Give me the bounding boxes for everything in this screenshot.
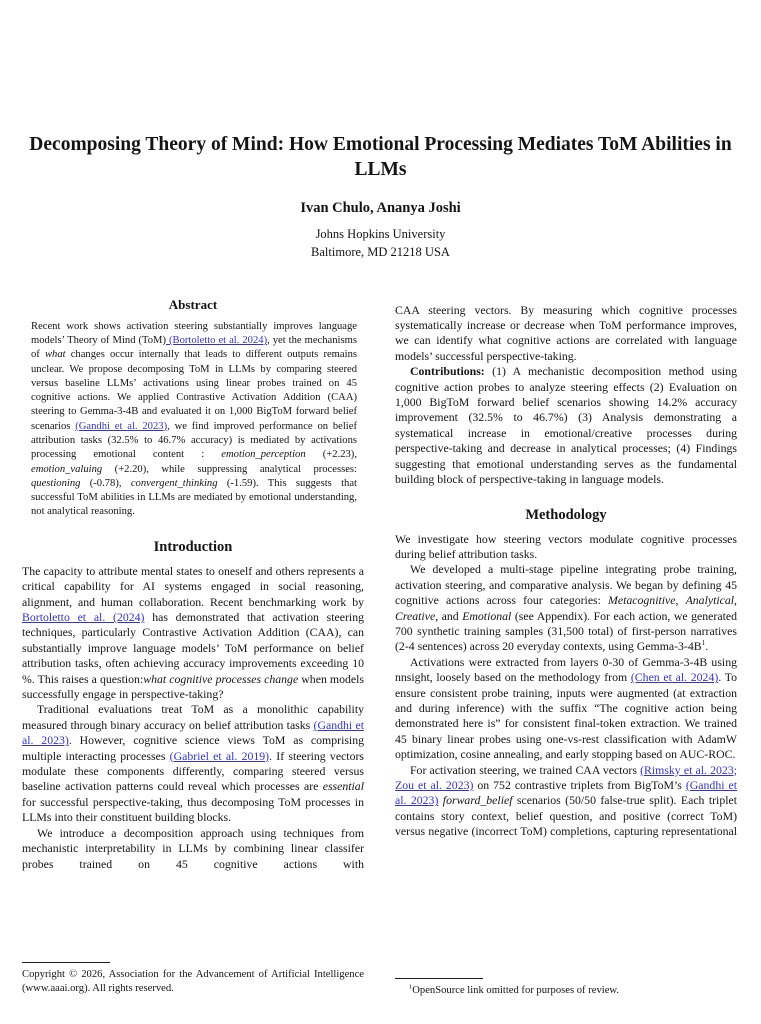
continuation-paragraph (395, 303, 737, 365)
intro-paragraph-3 (22, 826, 364, 872)
abstract-heading: Abstract (168, 296, 218, 312)
citation-link[interactable]: (Gabriel et al. 2019) (169, 748, 270, 763)
text-run: (+2.20), while suppressing analytical processes: (102, 463, 357, 475)
italic-run: Metacognitive (608, 593, 676, 608)
citation-link[interactable]: (Gandhi et al. 2023) (22, 717, 364, 748)
text-run: , (675, 593, 686, 608)
text-run: , and (435, 608, 463, 623)
italic-run: what (44, 349, 66, 361)
contributions-paragraph (395, 364, 737, 487)
italic-run: convergent_thinking (130, 477, 218, 489)
citation-link[interactable]: Bortoletto et al. (2024) (22, 610, 145, 624)
text-run: has demonstrated that activation steering techniques, particularly Contrastive Activation Addition (CAA), can substantially improve language models’ ToM performance on belief attribution tasks, often achieving accuracy improvements exceeding 10 %. This raises a question: (22, 610, 364, 686)
methodology-paragraph-4 (395, 763, 737, 840)
text-run: We introduce a decomposition approach using techniques from mechanistic interpretability in LLMs by combining linear classifer probes trained on 45 cognitive actions with (22, 825, 364, 871)
text-run: when models successfully engage in perspective-taking? (22, 671, 365, 702)
intro-paragraph-2 (22, 702, 364, 825)
intro-paragraph-1 (22, 564, 364, 703)
text-run: The capacity to attribute mental states to oneself and others represents a critical capability for AI systems engaged in social reasoning, alignment, and human collaboration. Recent benchmarking work by (22, 563, 364, 609)
review-note-text (395, 984, 737, 998)
section-heading-introduction: Introduction (153, 538, 233, 555)
text-run: (-0.78), (80, 477, 131, 489)
text-run: Activations were extracted from layers 0-30 of Gemma-3-4B using nnsight, loosely based on the methodology from (395, 654, 737, 685)
citation-link[interactable]: (Gandhi et al. 2023) (75, 420, 168, 432)
section-heading-methodology: Methodology (525, 506, 607, 523)
text-run: For activation steering, we trained CAA vectors (410, 762, 641, 777)
affiliation-institution: Johns Hopkins University (315, 227, 446, 242)
superscript-marker: 1 (701, 638, 706, 648)
text-run: We developed a multi-stage pipeline integrating probe training, activation steering, and comparative analysis. We began by defining 45 cognitive actions across four categories: (395, 562, 737, 608)
italic-run: Emotional (462, 608, 512, 623)
text-run: . To ensure consistent probe training, inputs were augmented (at extraction and during inference) with the suffix “The cognitive action being demonstrated here is” for consistent final-token extraction. We trained 45 binary linear probes using one-vs-rest classification with AdamW optimization, cosine annealing, and early stopping based on AUC-ROC. (395, 670, 737, 762)
two-column-body (22, 295, 739, 961)
italic-run: forward_belief (442, 793, 513, 808)
right-column (395, 295, 737, 961)
copyright-text: Copyright © 2026, Association for the Advancement of Artificial Intelligence (www.aaai.org). All rights reserved. (22, 969, 364, 994)
footnote-rule (22, 962, 110, 963)
text-run: Recent work shows activation steering substantially improves language models’ Theory of Mind (ToM) (31, 320, 357, 346)
text-run: (+2.23), (305, 449, 357, 461)
text-run: (1) A mechanistic decomposition method using cognitive action probes to analyze steering effects (2) Evaluation on 1,000 BigToM forward belief scenarios showing 14.2% accuracy improvement (32.5% to 46.7%) (3) Analysis demonstrating a systematical increase in emotional/creative processes during perspective-taking and decrease in analytical processes; (4) Findings suggesting that emotional understanding serves as the fundamental building block of perspective-taking in language models. (395, 364, 737, 487)
bold-run: Contributions: (410, 364, 485, 379)
italic-run: questioning (31, 477, 81, 489)
text-run: for successful perspective-taking, thus decomposing ToM processes in LLMs into their constituent building blocks. (22, 794, 364, 825)
citation-link[interactable]: (Rimsky et al. 2023; Zou et al. 2023) (395, 762, 737, 792)
text-run: on 752 contrastive triplets from BigToM’s (473, 778, 686, 792)
review-footnote (395, 978, 737, 998)
text-run: . If steering vectors modulate these components differently, comparing steered versus baseline activation patterns could reveal which processes are (22, 748, 364, 794)
text-run: . (705, 639, 709, 654)
left-column (22, 295, 364, 961)
text-run: . However, cognitive science views ToM as comprising multiple interacting processes (22, 733, 365, 763)
text-run: , yet the mechanisms of (31, 334, 357, 361)
italic-run: Analytical (685, 593, 735, 608)
text-run: (-1.59). This suggests that successful ToM abilities in LLMs are mediated by emotional understanding, not analytical reasoning. (31, 477, 357, 518)
text-run: scenarios (50/50 false-true split). Each triplet contains story context, belief question, and positive (correct ToM) versus negative (incorrect ToM) completions, capturing representational (395, 793, 738, 839)
authors-line: Ivan Chulo, Ananya Joshi (300, 200, 461, 217)
copyright-footnote (22, 962, 364, 995)
methodology-paragraph-3 (395, 655, 737, 763)
text-run: (see Appendix). For each action, we generated 700 synthetic training samples (31,500 total) of first-person narratives (2-4 sentences) across 20 everyday contexts, using Gemma-3-4B (395, 608, 737, 654)
text-run: , (734, 593, 737, 608)
text-run: OpenSource link omitted for purposes of review. (412, 985, 620, 996)
text-run: We investigate how steering vectors modulate cognitive processes during belief attribution tasks. (395, 531, 737, 561)
italic-run: what cognitive processes change (143, 671, 299, 686)
citation-link[interactable]: (Bortoletto et al. 2024) (166, 334, 268, 346)
italic-run: emotion_valuing (31, 463, 103, 475)
methodology-paragraph-2 (395, 562, 737, 654)
text-run: Traditional evaluations treat ToM as a monolithic capability measured through binary accuracy on belief attribution tasks (22, 702, 364, 732)
superscript-marker: 1 (409, 983, 413, 991)
italic-run: Creative (395, 608, 436, 623)
citation-link[interactable]: (Gandhi et al. 2023) (395, 778, 737, 808)
italic-run: emotion_perception (221, 449, 306, 461)
affiliation-address: Baltimore, MD 21218 USA (311, 244, 450, 259)
italic-run: essential (322, 779, 364, 794)
footnote-rule (395, 978, 483, 979)
abstract-text (22, 320, 364, 520)
text-run: , we find improved performance on belief attribution tasks (32.5% to 46.7% accuracy) is mediated by activations processing emotional content : (31, 420, 357, 461)
text-run: CAA steering vectors. By measuring which cognitive processes systematically increase or decrease when ToM performance improves, we can identify what cognitive actions are correlated with language models’ successful perspective-taking. (395, 302, 737, 363)
methodology-paragraph-1 (395, 532, 737, 563)
citation-link[interactable]: (Chen et al. 2024) (630, 670, 719, 685)
affiliation-block (0, 226, 761, 262)
text-run: changes occur internally that leads to different outputs remains unclear. We propose decomposing ToM in LLMs by comparing steered versus baseline LLMs’ activations using linear probes trained on 45 cognitive actions. We applied Contrastive Activation Addition (CAA) steering to Gemma-3-4B and evaluated it on 1,000 BigToM forward belief scenarios (31, 349, 357, 432)
paper-title: Decomposing Theory of Mind: How Emotional Processing Mediates ToM Abilities in LLMs (29, 134, 732, 180)
